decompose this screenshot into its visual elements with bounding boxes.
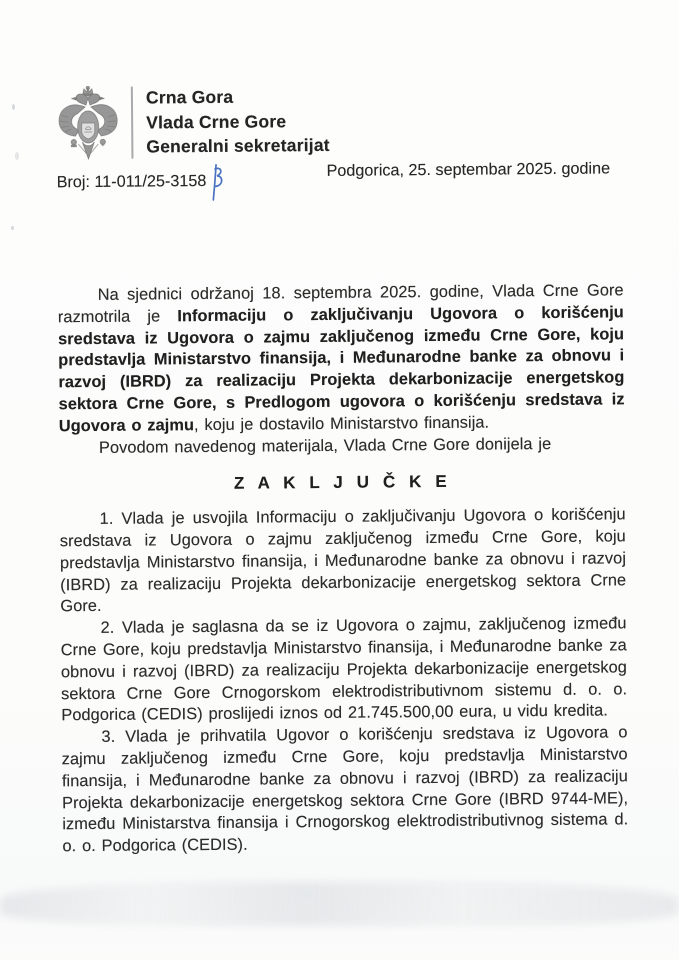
montenegro-coat-of-arms-icon	[56, 85, 121, 162]
letterhead-government: Vlada Crne Gore	[146, 110, 287, 133]
scan-speck	[11, 226, 14, 230]
conclusion-item-2: 2. Vlada je saglasna da se iz Ugovora o zajmu, zaključenog između Crne Gore, koju predstavlja Ministarstvo finansija, i Međunarodne banke za obnovu i razvoj (IBRD) za realizaciju Projekta dekarbonizacije energetskog sektora Crne Gore Crnogorskom elektrodistributivnom sistemu d. o. o. Podgorica (CEDIS) proslijedi iznos od 21.745.500,00 eura, u vidu kredita.	[60, 614, 628, 725]
conclusion-item-3: 3. Vlada je prihvatila Ugovor o korišćenju sredstava iz Ugovora o zajmu zaključenog između Crne Gore, koju predstavlja Ministarstvo finansija, i Međunarodne banke za obnovu i razvoj (IBRD) za realizaciju Projekta dekarbonizacije energetskog sektora Crne Gore (IBRD 9744-ME), između Ministarstva finansija i Crnogorskog elektrodistributivnog sistema d. o. o. Podgorica (CEDIS).	[61, 723, 629, 856]
intro-tail: , koju je dostavilo Ministarstvo finansija.	[193, 413, 490, 434]
scan-speck	[15, 152, 19, 160]
reference-value: 11-011/25-3158	[94, 171, 207, 191]
conclusion-item-1: 1. Vlada je usvojila Informaciju o zaključivanju Ugovora o korišćenju sredstava iz Ugovora o zajmu zaključenog između Crne Gore, koju predstavlja Ministarstvo finansija, i Međunarodne banke za obnovu i razvoj (IBRD) za realizaciju Projekta dekarbonizacije energetskog sektora Crne Gore.	[59, 505, 627, 616]
letterhead-text	[146, 83, 330, 159]
intro-second-paragraph: Povodom navedenog materijala, Vlada Crne Gore donijela je	[98, 434, 552, 457]
scan-speck	[12, 104, 15, 110]
handwritten-mark	[206, 163, 223, 203]
document-body	[58, 280, 629, 858]
conclusions-heading: Z A K L J U Č K E	[233, 472, 451, 494]
letterhead-country: Crna Gora	[145, 86, 234, 108]
letterhead-divider	[131, 87, 134, 159]
intro-lead: Na sjednici održanoj 18. septembra 2025. godine, Vlada Crne Gore razmotrila je	[57, 281, 624, 327]
intro-material-title: Informaciju o zaključivanju Ugovora o korišćenju sredstava iz Ugovora o zajmu zaključenog između Crne Gore, koju predstavlja Ministarstvo finansija, i Međunarodne banke za obnovu i razvoj (IBRD) za realizaciju Projekta dekarbonizacije energetskog sektora Crne Gore, s Predlogom ugovora o korišćenju sredstava iz Ugovora o zajmu	[57, 303, 625, 436]
letterhead-department: Generalni sekretarijat	[146, 134, 330, 157]
dateline: Podgorica, 25. septembar 2025. godine	[326, 159, 611, 180]
letterhead	[56, 83, 330, 161]
intro-paragraph	[58, 280, 625, 438]
reference-label: Broj:	[56, 172, 91, 192]
reference-number	[57, 163, 224, 204]
scan-smudge-artifact	[0, 882, 679, 926]
